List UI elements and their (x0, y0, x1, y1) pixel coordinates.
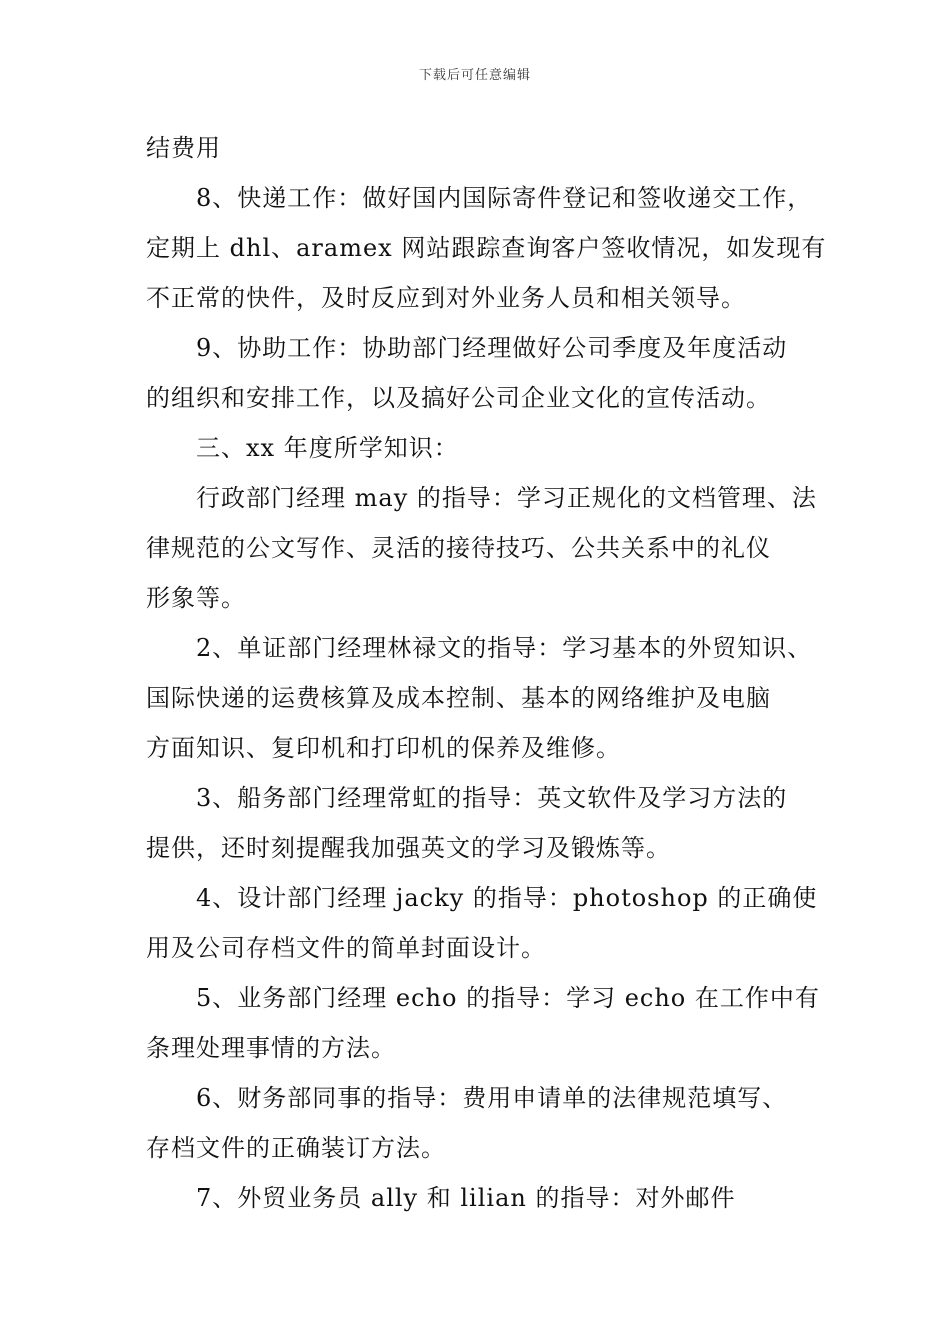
text-line: 9、协助工作：协助部门经理做好公司季度及年度活动 (196, 334, 788, 362)
text-line: 方面知识、复印机和打印机的保养及维修。 (146, 734, 621, 762)
text-line: 3、船务部门经理常虹的指导：英文软件及学习方法的 (196, 784, 788, 812)
text-line: 提供，还时刻提醒我加强英文的学习及锻炼等。 (146, 834, 671, 862)
text-line: 5、业务部门经理 echo 的指导：学习 echo 在工作中有 (196, 984, 820, 1012)
text-line: 6、财务部同事的指导：费用申请单的法律规范填写、 (196, 1084, 788, 1112)
text-line: 条理处理事情的方法。 (146, 1034, 396, 1062)
text-line: 用及公司存档文件的简单封面设计。 (146, 934, 546, 962)
text-line: 国际快递的运费核算及成本控制、基本的网络维护及电脑 (146, 684, 771, 712)
text-line: 律规范的公文写作、灵活的接待技巧、公共关系中的礼仪 (146, 534, 771, 562)
page-header: 下载后可任意编辑 (418, 68, 531, 83)
text-line: 的组织和安排工作，以及搞好公司企业文化的宣传活动。 (146, 384, 771, 412)
text-line: 4、设计部门经理 jacky 的指导：photoshop 的正确使 (196, 884, 818, 912)
text-line: 定期上 dhl、aramex 网站跟踪查询客户签收情况，如发现有 (146, 234, 827, 262)
text-line: 2、单证部门经理林禄文的指导：学习基本的外贸知识、 (196, 634, 813, 662)
section-heading: 三、xx 年度所学知识： (196, 434, 459, 462)
text-line: 7、外贸业务员 ally 和 lilian 的指导：对外邮件 (196, 1184, 736, 1212)
text-line: 存档文件的正确装订方法。 (146, 1134, 446, 1162)
document-body (146, 128, 827, 1228)
text-line: 8、快递工作：做好国内国际寄件登记和签收递交工作， (196, 184, 813, 212)
text-line: 形象等。 (146, 584, 246, 612)
text-line: 行政部门经理 may 的指导：学习正规化的文档管理、法 (196, 484, 817, 512)
text-line: 结费用 (146, 134, 221, 162)
text-line: 不正常的快件，及时反应到对外业务人员和相关领导。 (146, 284, 746, 312)
